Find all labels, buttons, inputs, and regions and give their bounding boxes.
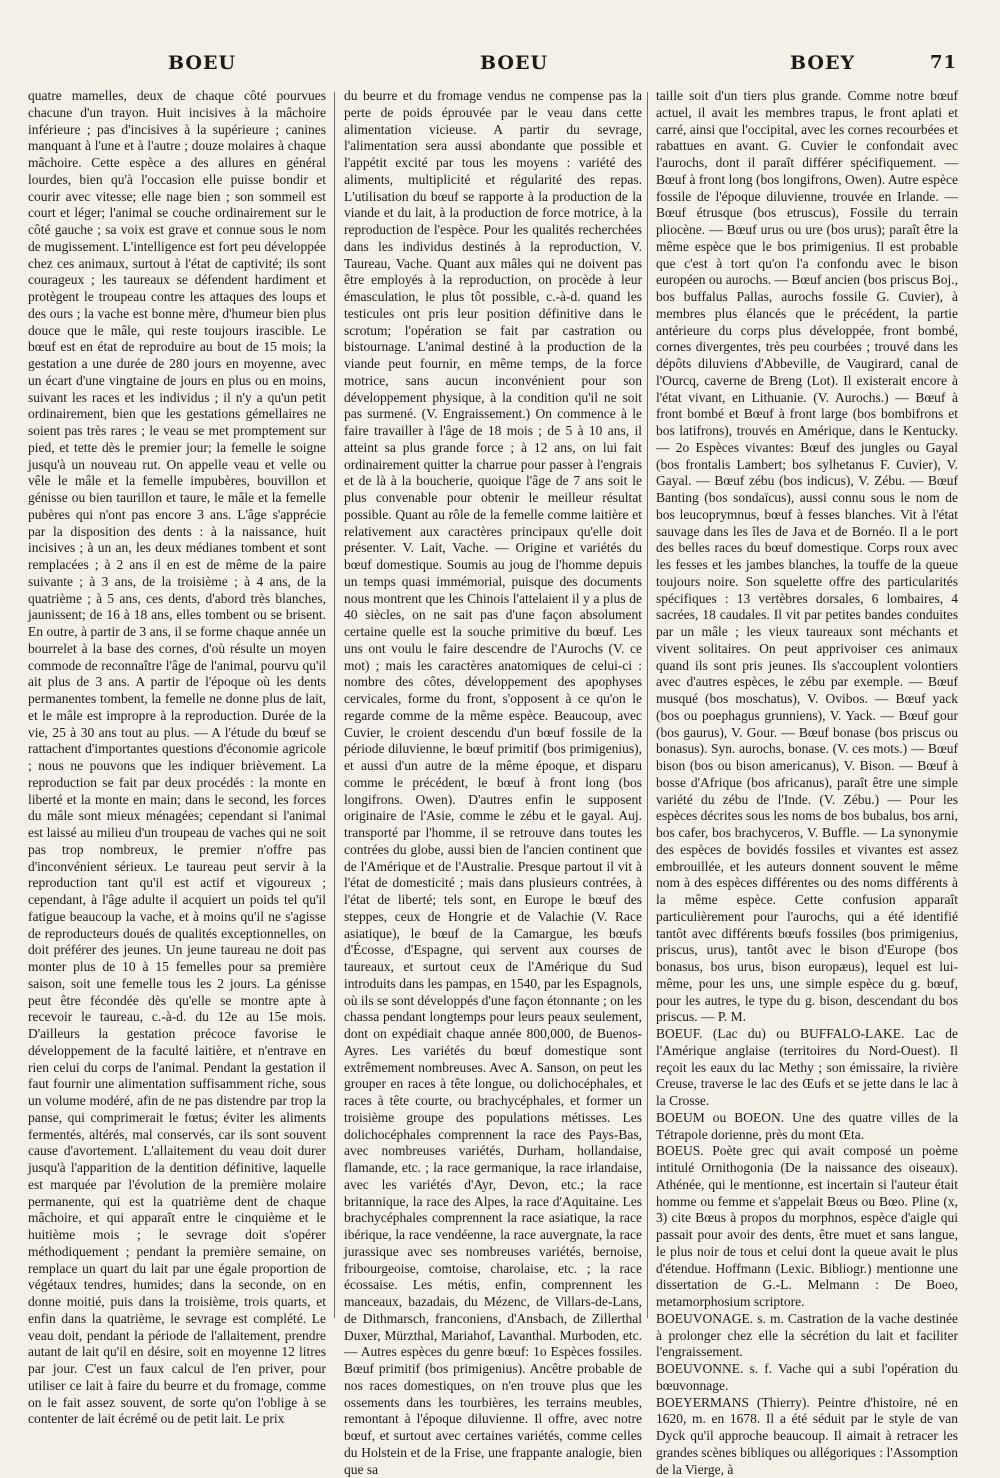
column-rule	[647, 92, 648, 1318]
running-head-left: BOEU	[168, 52, 236, 74]
text-column-2	[344, 88, 642, 1328]
entry-boeuvonage: BOEUVONAGE. s. m. Castration de la vache destinée à prolonger chez elle la sécrétion du lait et faciliter l'engraissement.	[656, 1311, 958, 1361]
text-column-3	[656, 88, 958, 1328]
entry-boeum: BOEUM ou BOEON. Une des quatre villes de la Tétrapole dorienne, près du mont Œta.	[656, 1110, 958, 1144]
entry-boeuf-lac: BOEUF. (Lac du) ou BUFFALO-LAKE. Lac de l'Amérique anglaise (territoires du Nord-Ouest). Il reçoit les eaux du lac Methy ; son émissaire, la rivière Creuse, traverse le lac des Œufs et se jette dans le lac à la Crosse.	[656, 1026, 958, 1110]
column-paragraph: du beurre et du fromage vendus ne compense pas la perte de poids éprouvée par le veau dans cette alimentation vicieuse. A partir du sevrage, l'alimentation sera aussi abondante que possible et l'appétit excité par tous les moyens : variété des aliments, multiplicité et régularité des repas. L'utilisation du bœuf se rapporte à la production de la viande et du lait, à la production de force motrice, à la reproduction de l'espèce. Pour les qualités recherchées dans les individus destinés à la reproduction, V. Taureau, Vache. Quant aux mâles qui ne doivent pas être employés à la reproduction, on procède à leur émasculation, le plus tôt possible, c.-à-d. quand les testicules ont pris leur position définitive dans le scrotum; l'opération se fait par castration ou bistournage. L'animal destiné à la production de la viande peut fournir, en même temps, de la force motrice, sans aucun inconvénient pour son développement physique, à la condition qu'il ne soit pas surmené. (V. Engraissement.) On commence à le faire travailler à l'âge de 18 mois ; de 5 à 10 ans, il atteint sa plus grande force ; à 12 ans, on lui fait ordinairement quitter la charrue pour passer à l'engrais et de là à la boucherie, quoique l'âge de 7 ans soit le plus convenable pour obtenir le meilleur résultat possible. Quant au rôle de la femelle comme laitière et relativement aux caractères principaux qu'elle doit présenter. V. Lait, Vache. — Origine et variétés du bœuf domestique. Soumis au joug de l'homme depuis un temps quasi immémorial, puisque des documents nous montrent que les Chinois l'attelaient il y a plus de 40 siècles, on ne sait pas d'une façon absolument certaine quelle est la souche primitive du bœuf. Les uns ont voulu le faire descendre de l'Aurochs (V. ce mot) ; mais les caractères anatomiques de celui-ci : nombre des côtes, développement des apophyses cervicales, forme du front, s'opposent à ce qu'on le regarde comme de la même espèce. Beaucoup, avec Cuvier, le croient descendu d'un bœuf fossile de la période diluvienne, le bœuf primitif (bos primigenius), et aussi d'un autre de la même époque, et disparu comme le précédent, le bœuf à front long (bos longifrons. Owen). D'autres enfin le supposent originaire de l'Asie, comme le zébu et le gayal. Auj. transporté par l'homme, il se retrouve dans toutes les contrées du globe, aussi bien de l'ancien continent que de l'Amérique et de l'Australie. Presque partout il vit à l'état de domesticité ; mais dans plusieurs contrées, à l'état de liberté; tels sont, en Europe le bœuf des steppes, ceux de Hongrie et de Valachie (V. Race asiatique), le bœuf de la Camargue, les bœufs d'Écosse, d'Espagne, qui servent aux courses de taureaux, et surtout ceux de l'Amérique du Sud introduits dans les pampas, en 1540, par les Espagnols, où ils se sont développés d'une façon étonnante ; on les chassa pendant longtemps pour leurs peaux seulement, dont on expédiait chaque année 800,000, de Buenos-Ayres. Les variétés du bœuf domestique sont extrêmement nombreuses. Avec A. Sanson, on peut les grouper en races à tête longue, ou dolichocéphales, et races à tête courte, ou brachycéphales, et former un troisième groupe des populations métisses. Les dolichocéphales comprennent la race des Pays-Bas, avec nombreuses variétés, Durham, hollandaise, flamande, etc. ; la race germanique, la race irlandaise, avec les variétés d'Ayr, Devon, etc.; la race britannique, la race des Alpes, la race d'Aquitaine. Les brachycéphales comprennent la race asiatique, la race ibérique, la race vendéenne, la race auvergnate, la race jurassique avec ses nombreuses variétés, bernoise, fribourgeoise, comtoise, charolaise, etc. ; la race écossaise. Les métis, enfin, comprennent les manceaux, bazadais, du Mézenc, de Villars-de-Lans, de Dithmarsch, franconiens, d'Ansbach, de Zillerthal Duxer, Mürzthal, Mariahof, Lavanthal. Murboden, etc. — Autres espèces du genre bœuf: 1o Espèces fossiles. Bœuf primitif (bos primigenius). Ancêtre probable de nos races domestiques, on n'en trouve plus que les ossements dans les tourbières, les terrains meubles, remontant à l'époque diluvienne. Il offre, avec notre bœuf, et surtout avec certaines variétés, comme celles du Holstein et de la Frise, une frappante analogie, bien que sa	[344, 88, 642, 1478]
column-rule	[334, 92, 335, 1318]
column-paragraph: quatre mamelles, deux de chaque côté pourvues chacune d'un trayon. Huit incisives à la mâchoire inférieure ; pas d'incisives à la supérieure ; canines manquant à l'une et à l'autre ; douze molaires à chaque mâchoire. Cette espèce a des allures en général lourdes, bien qu'à l'occasion elle puisse bondir et courir avec vitesse; elle nage bien ; son sommeil est court et léger; l'animal se couche ordinairement sur le côté gauche ; sa voix est grave et connue sous le nom de mugissement. L'intelligence est fort peu développée chez ces animaux, surtout à l'état de captivité; ils sont courageux ; les taureaux se défendent hardiment et protègent le troupeau contre les attaques des loups et des ours ; la vache est bonne mère, d'humeur bien plus douce que le mâle, qui reste toujours irascible. Le bœuf est en état de reproduire au bout de 15 mois; la gestation a une durée de 280 jours en moyenne, avec un écart d'une vingtaine de jours en plus ou en moins, suivant les races et les individus ; il n'y a qu'un petit ordinairement, bien que les gestations gémellaires ne soient pas très rares ; le veau se met promptement sur pied, et tette dès le premier jour; la femelle le soigne jusqu'à un nouveau rut. On appelle veau et velle ou vêle le mâle et la femelle impubères, bouvillon et génisse ou bien taurillon et taure, le mâle et la femelle pubères qui n'ont pas encore 3 ans. L'âge s'apprécie par la disposition des dents : à la naissance, huit incisives ; à un an, les deux médianes tombent et sont remplacées ; à 2 ans il en est de même de la paire suivante ; à 3 ans, de la troisième ; à 4 ans, de la quatrième ; à 5 ans, ces dents, d'abord très blanches, jaunissent; de 16 à 18 ans, elles tombent ou se brisent. En outre, à partir de 3 ans, il se forme chaque année un bourrelet à la base des cornes, d'où résulte un moyen commode de reconnaître l'âge de l'animal, pourvu qu'il ait plus de 3 ans. A partir de l'époque où les dents permanentes tombent, la femelle ne donne plus de lait, et le mâle est impropre à la reproduction. Durée de la vie, 25 à 30 ans tout au plus. — A l'étude du bœuf se rattachent d'importantes questions d'économie agricole ; nous ne pouvons que les indiquer brièvement. La reproduction se fait par deux procédés : la monte en liberté et la monte en main; dans le second, les forces du mâle sont mieux ménagées; cependant si l'animal est laissé au milieu d'un troupeau de vaches qui ne soit pas trop nombreux, le premier n'offre pas d'inconvénient sérieux. Le taureau peut servir à la reproduction tant qu'il est actif et vigoureux ; cependant, à l'âge adulte il acquiert un poids tel qu'il fatigue beaucoup la vache, et à moins qu'il ne s'agisse de reproducteurs doués de qualités exceptionnelles, on doit préférer des jeunes. Un jeune taureau ne doit pas monter plus de 10 à 15 femelles pour sa première saison, soit une femelle tous les 2 jours. La génisse peut être fécondée dès qu'elle se montre apte à recevoir le taureau, c.-à-d. du 12e au 15e mois. D'ailleurs la gestation précoce favorise le développement de la faculté laitière, et n'entrave en rien celui du corps de l'animal. Pendant la gestation il faut fournir une alimentation suffisamment riche, sous un volume modéré, afin de ne pas distendre par trop la panse, qui comprimerait le fœtus; éviter les aliments fermentés, altérés, mal conservés, car ils sont souvent cause d'avortement. L'allaitement du veau doit durer jusqu'à l'apparition de la dentition définitive, laquelle est marquée par l'évolution de la première molaire permanente, qui est la quatrième dent de chaque mâchoire, et qui apparaît entre le cinquième et le huitième mois ; le sevrage doit s'opérer méthodiquement ; pendant la première semaine, on remplace un quart du lait par une égale proportion de végétaux tendres, humides; dans la seconde, on en donne moitié, puis dans la troisième, trois quarts, et enfin dans la quatrième, le sevrage est complété. Le veau doit, pendant la période de l'allaitement, prendre autant de lait qu'il en désire, soit en moyenne 12 litres par jour. C'est un faux calcul de l'en priver, pour utiliser ce lait à faire du beurre et du fromage, comme on le fait assez souvent, de sorte qu'on l'oblige à se contenter de lait écrémé ou de petit lait. Le prix	[28, 88, 326, 1428]
entry-boeus: BOEUS. Poète grec qui avait composé un poème intitulé Ornithogonia (De la naissance des oiseaux). Athénée, qui le mentionne, est incertain si l'auteur était homme ou femme et s'appelait Bœus ou Bœo. Pline (x, 3) cite Bœus à propos du morphnos, espèce d'aigle qui passait pour avoir des dents, être muet et sans langue, le plus noir de tous et celui dont la queue avait le plus d'étendue. Hoffmann (Lexic. Bibliogr.) mentionne une dissertation de G.-L. Melmann : De Boeo, metamorphosium scriptore.	[656, 1143, 958, 1311]
entry-boeyermans: BOEYERMANS (Thierry). Peintre d'histoire, né en 1620, m. en 1678. Il a été séduit par le style de van Dyck qu'il approche beaucoup. Il aimait à retracer les grandes scènes bibliques ou allégoriques : l'Assomption de la Vierge, à	[656, 1395, 958, 1478]
running-head-right: BOEY	[790, 52, 855, 74]
column-paragraph: taille soit d'un tiers plus grande. Comme notre bœuf actuel, il avait les membres trapus, le front aplati et carré, ainsi que l'occipital, avec les cornes recourbées et rabattues en avant. G. Cuvier le confondait avec l'aurochs, dont il paraît différer spécifiquement. — Bœuf à front long (bos longifrons, Owen). Autre espèce fossile de l'époque diluvienne, trouvée en Irlande. — Bœuf étrusque (bos etruscus), Fossile du terrain pliocène. — Bœuf urus ou ure (bos urus); paraît être la même espèce que le bos primigenius. Il est probable que c'est à tort qu'on l'a confondu avec le bison européen ou aurochs. — Bœuf ancien (bos priscus Boj., bos buffalus Pallas, aurochs fossile G. Cuvier), à membres plus élancés que le précédent, la partie antérieure du corps plus développée, front bombé, cornes divergentes, très peu courbées ; trouvé dans les dépôts diluviens d'Abbeville, de Vaugirard, canal de l'Ourcq, caverne de Breng (Lot). Il existerait encore à l'état vivant, en Lithuanie. (V. Aurochs.) — Bœuf à front bombé et Bœuf à front large (bos bombifrons et bos latifrons), trouvés en Amérique, dans le Kentucky. — 2o Espèces vivantes: Bœuf des jungles ou Gayal (bos frontalis Lambert; bos sylhetanus F. Cuvier), V. Gayal. — Bœuf zébu (bos indicus), V. Zébu. — Bœuf Banting (bos sondaïcus), aussi connu sous le nom de bos leucoprymnus, bœuf à fesses blanches. Vit à l'état sauvage dans les îles de Java et de Bornéo. Il a le port des belles races du bœuf domestique. Corps roux avec les fesses et les jambes blanches, la touffe de la queue toujours noire. Son squelette offre des particularités spécifiques : 13 vertèbres dorsales, 6 lombaires, 4 sacrées, 18 caudales. Il vit par petites bandes conduites par un mâle ; les vieux taureaux sont méchants et vivent solitaires. On peut apprivoiser ces animaux quand ils sont pris jeunes. Ils s'accouplent volontiers avec d'autres espèces, le zébu par exemple. — Bœuf musqué (bos moschatus), V. Ovibos. — Bœuf yack (bos ou poephagus grunniens), V. Yack. — Bœuf gour (bos gaurus), V. Gour. — Bœuf bonase (bos priscus ou bonasus). Syn. aurochs, bonase. (V. ces mots.) — Bœuf bison (bos ou bison americanus), V. Bison. — Bœuf à bosse d'Afrique (bos africanus), paraît être une simple variété du zébu de l'Inde. (V. Zébu.) — Pour les espèces décrites sous les noms de bos bubalus, bos arni, bos cafer, bos brachyceros, V. Buffle. — La synonymie des espèces de bovidés fossiles et vivantes est assez embrouillée, et les auteurs donnent souvent le même nom à des espèces différentes ou des noms différents à la même espèce. Cette confusion apparaît particulièrement pour l'aurochs, qui a été identifié tantôt avec différents bœufs fossiles (bos primigenius, priscus, urus), tantôt avec le bison d'Europe (bos bonasus, bos urus, bison europæus), lequel est lui-même, pour les uns, une simple espèce du g. bœuf, pour les autres, le type du g. bison, descendant du bos priscus. — P. M.	[656, 88, 958, 1026]
entry-boeuvonne: BOEUVONNE. s. f. Vache qui a subi l'opération du bœuvonnage.	[656, 1361, 958, 1395]
text-column-1	[28, 88, 326, 1328]
page-number: 71	[930, 52, 957, 73]
running-head-center: BOEU	[480, 52, 548, 74]
